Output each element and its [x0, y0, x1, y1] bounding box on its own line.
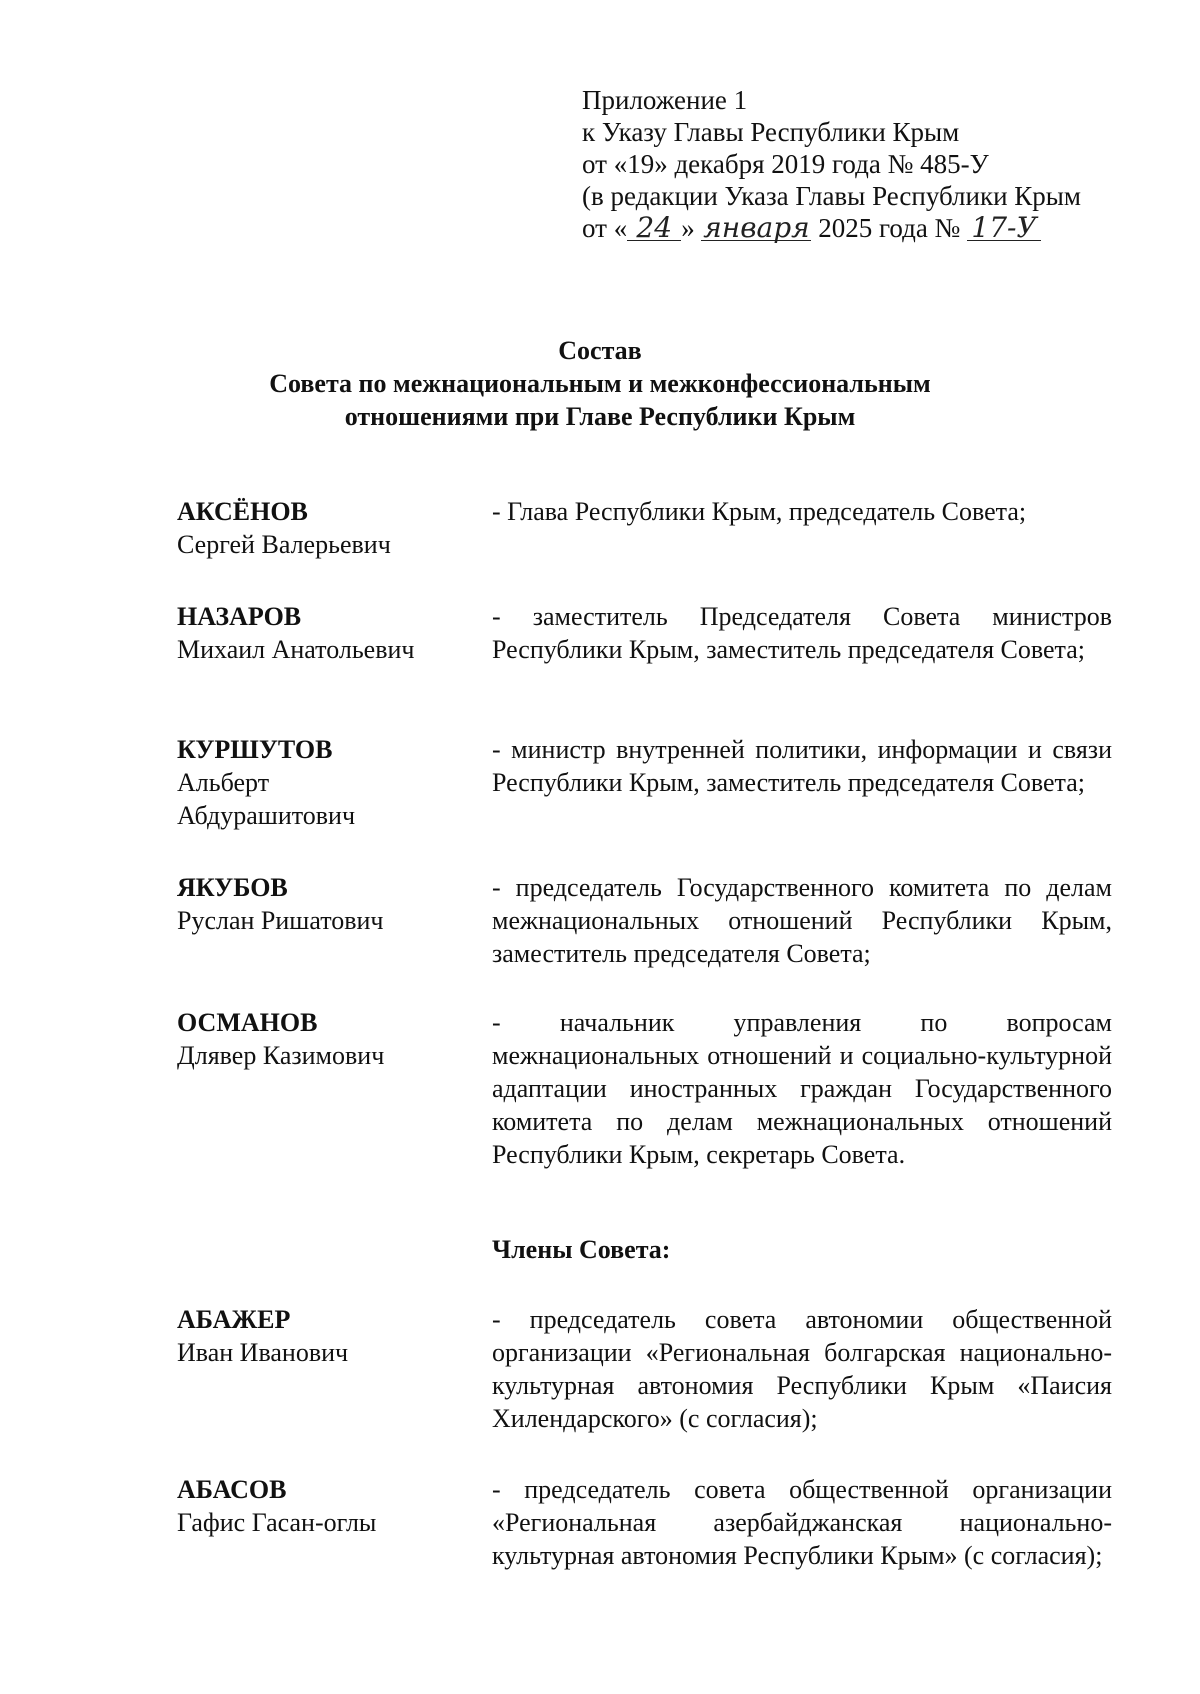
handwritten-month: января: [703, 211, 810, 244]
member-given-name: Михаил Анатольевич: [177, 635, 415, 664]
member-role: - председатель Государственного комитета по делам межнациональных отношений Республики Крым, заместитель председателя Совета;: [492, 873, 1112, 968]
decree-date: от «19» декабря 2019 года № 485-У: [582, 149, 989, 179]
title-line-2: Совета по межнациональным и межконфессиональным: [269, 369, 931, 398]
member-given-name: Альберт Абдурашитович: [177, 768, 356, 830]
member-given-name: Сергей Валерьевич: [177, 530, 391, 559]
title-line-1: Состав: [558, 336, 642, 365]
members-heading: Члены Совета:: [492, 1235, 671, 1264]
member-given-name: Гафис Гасан-оглы: [177, 1508, 377, 1537]
handwritten-number: 17-У: [967, 212, 1041, 244]
document-title: [180, 334, 1020, 433]
member-surname: АКСЁНОВ: [177, 497, 308, 526]
member-role: - начальник управления по вопросам межнациональных отношений и социально-культурной адаптации иностранных граждан Государственного комитета по делам межнациональных отношений Республики Крым, секретарь Совета.: [492, 1008, 1112, 1169]
member-given-name: Иван Иванович: [177, 1338, 349, 1367]
member-given-name: Руслан Ришатович: [177, 906, 384, 935]
member-surname: АБАСОВ: [177, 1475, 287, 1504]
member-role: - Глава Республики Крым, председатель Совета;: [492, 497, 1027, 526]
member-surname: АБАЖЕР: [177, 1305, 291, 1334]
member-surname: КУРШУТОВ: [177, 735, 333, 764]
member-role: - председатель совета общественной организации «Региональная азербайджанская национально-культурная автономия Республики Крым» (с согласия);: [492, 1475, 1112, 1570]
appendix-header: [582, 84, 1142, 244]
revision-mid: »: [681, 213, 695, 243]
revision-reference: (в редакции Указа Главы Республики Крым: [582, 181, 1081, 211]
revision-year: 2025 года №: [818, 213, 961, 243]
member-role: - председатель совета автономии общественной организации «Региональная болгарская национально-культурная автономия Республики Крым «Паисия Хилендарского» (с согласия);: [492, 1305, 1112, 1433]
title-line-3: отношениями при Главе Республики Крым: [344, 402, 856, 431]
revision-prefix: от «: [582, 213, 628, 243]
appendix-label: Приложение 1: [582, 85, 748, 115]
member-surname: НАЗАРОВ: [177, 602, 302, 631]
member-given-name: Длявер Казимович: [177, 1041, 385, 1070]
member-role: - заместитель Председателя Совета министров Республики Крым, заместитель председателя Совета;: [492, 602, 1112, 664]
member-surname: ЯКУБОВ: [177, 873, 288, 902]
member-role: - министр внутренней политики, информации и связи Республики Крым, заместитель председателя Совета;: [492, 735, 1112, 797]
member-surname: ОСМАНОВ: [177, 1008, 318, 1037]
decree-reference: к Указу Главы Республики Крым: [582, 117, 960, 147]
handwritten-day: 24: [627, 212, 681, 244]
revision-date-line: [582, 212, 1142, 244]
